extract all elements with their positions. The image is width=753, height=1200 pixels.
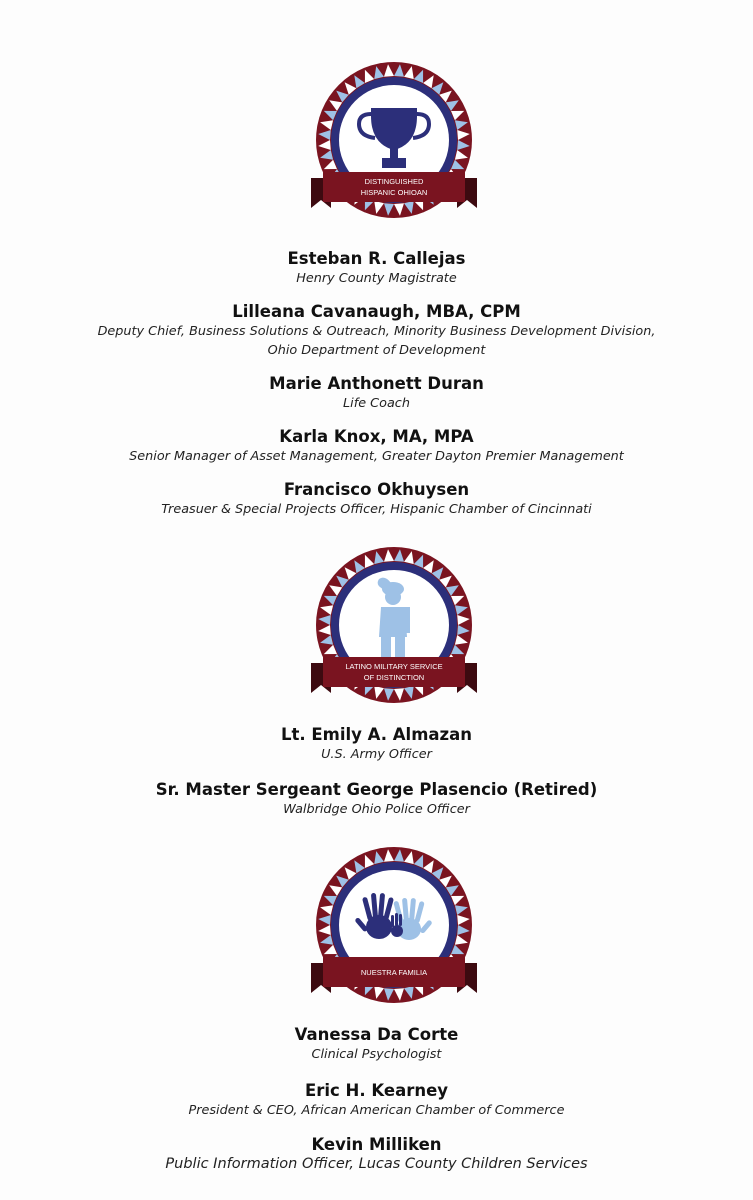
honoree-title: Public Information Officer, Lucas County Children Services	[165, 1156, 588, 1172]
honoree-title: Henry County Magistrate	[296, 271, 457, 286]
honoree-name: Kevin Milliken	[311, 1135, 442, 1154]
honoree-name: Vanessa Da Corte	[294, 1025, 459, 1044]
honoree-name: Francisco Okhuysen	[283, 480, 470, 499]
honoree-name: Esteban R. Callejas	[287, 249, 466, 268]
honoree-name: Sr. Master Sergeant George Plasencio (Retired)	[155, 780, 598, 799]
badge-label-line: LATINO MILITARY SERVICE	[345, 662, 443, 671]
honoree-entry	[0, 1081, 753, 1120]
honoree-entry	[0, 427, 753, 466]
honoree-entry	[0, 249, 753, 288]
honoree-title: Walbridge Ohio Police Officer	[283, 802, 470, 817]
honoree-entry	[0, 480, 753, 519]
honoree-entry	[0, 780, 753, 819]
honoree-title: Clinical Psychologist	[311, 1047, 442, 1062]
honoree-name: Karla Knox, MA, MPA	[279, 427, 474, 446]
honoree-title: U.S. Army Officer	[321, 747, 432, 762]
badge-label-line: NUESTRA FAMILIA	[360, 968, 428, 977]
honoree-title: President & CEO, African American Chamber of Commerce	[188, 1103, 565, 1118]
distinguished-hispanic-ohioan-badge	[309, 60, 479, 230]
nuestra-familia-badge	[309, 845, 479, 1015]
honoree-name: Lilleana Cavanaugh, MBA, CPM	[232, 302, 521, 321]
honoree-entry	[0, 374, 753, 413]
honoree-title: Life Coach	[343, 396, 410, 411]
badge-label-line: HISPANIC OHIOAN	[360, 188, 428, 197]
honoree-title: Treasuer & Special Projects Officer, Hispanic Chamber of Cincinnati	[161, 502, 592, 517]
honoree-name: Lt. Emily A. Almazan	[280, 725, 472, 744]
latino-military-service-badge	[309, 545, 479, 715]
badge-label-line: OF DISTINCTION	[363, 673, 425, 682]
honoree-name: Marie Anthonett Duran	[269, 374, 484, 393]
honoree-entry	[0, 1135, 753, 1174]
honoree-title: Deputy Chief, Business Solutions & Outreach, Minority Business Development Division, Ohio Department of Development	[97, 324, 656, 358]
honoree-title: Senior Manager of Asset Management, Greater Dayton Premier Management	[129, 449, 624, 464]
honoree-entry	[0, 725, 753, 764]
honoree-entry	[0, 302, 753, 360]
badge-label-line: DISTINGUISHED	[364, 177, 424, 186]
honoree-name: Eric H. Kearney	[304, 1081, 449, 1100]
honoree-entry	[0, 1025, 753, 1064]
